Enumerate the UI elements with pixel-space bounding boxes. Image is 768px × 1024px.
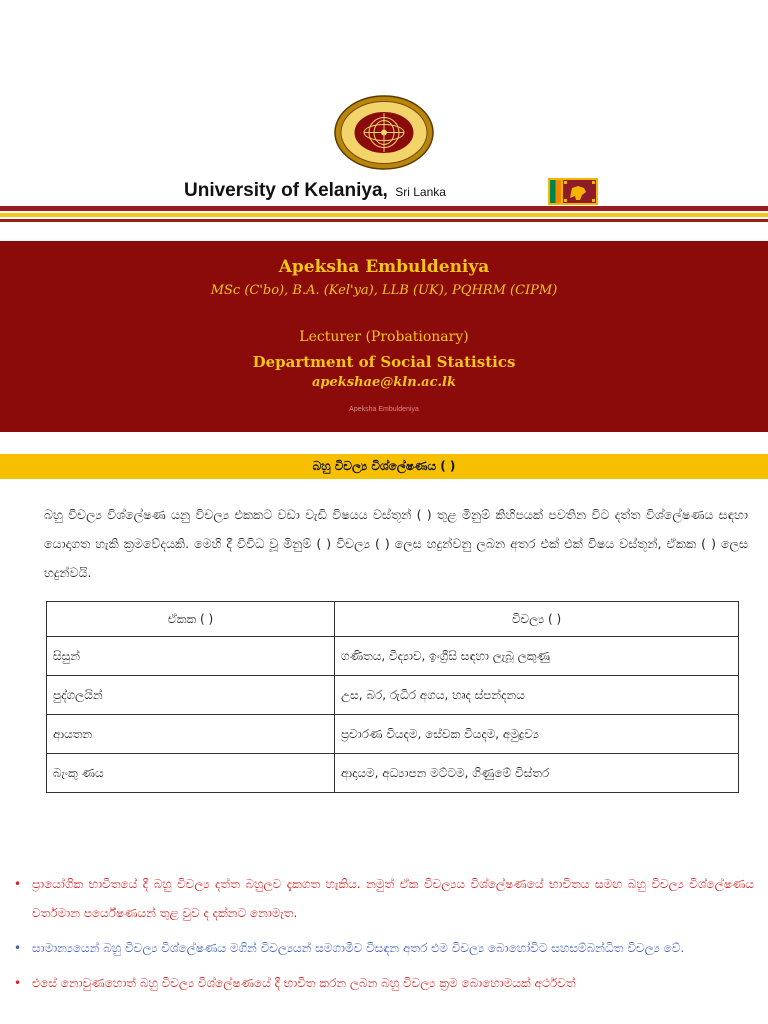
bullet-dot-icon: • [14, 877, 22, 891]
country-label: Sri Lanka [395, 185, 446, 199]
bullet-text: එසේ නොවුණහොත් බහු විචල්‍ය විශ්ලේෂණයේ දී භාවිත කරන ලබන බහු විචල්‍ය ක්‍රම බොහොමයක් අර්ථවත් [32, 976, 576, 990]
bullet-text: ප්‍රායෝගික භාවිතයේ දී බහු විචල්‍ය දත්ත බහුලව දැකගත හැකිය. නමුත් ඒක විචල්‍යය විශ්ලේෂණයේ භාවිතය සමඟ බහු විචල්‍ය විශ්ලේෂණය වර්තමාන පර්යේෂණයන් තුළ වුව ද දක්නට නොමැත. [32, 877, 754, 920]
bullet-item [14, 934, 754, 963]
table-row [47, 754, 739, 793]
author-position: Lecturer (Probationary) [299, 329, 469, 345]
banner-watermark: Apeksha Embuldeniya [349, 406, 419, 413]
table-cell-variables: ආදායම, අධ්‍යාපන මට්ටම, ගිණුමේ විස්තර [335, 754, 739, 793]
header-divider-red-thin [0, 219, 768, 222]
bullet-item [14, 969, 754, 998]
table-cell-unit: බැංකු ණය [47, 754, 335, 793]
table-cell-unit: පුද්ගලයින් [47, 676, 335, 715]
table-cell-variables: ප්‍රචාරණ වියදම, සේවක වියදම, අමුද්‍රව්‍ය [335, 715, 739, 754]
table-header-units: ඒකක ( ) [47, 602, 335, 637]
header-divider-red [0, 206, 768, 211]
table-row [47, 637, 739, 676]
bullet-list [14, 870, 754, 1004]
sri-lanka-flag-icon [548, 178, 598, 205]
table-cell-unit: සිසුන් [47, 637, 335, 676]
bullet-dot-icon: • [14, 941, 22, 955]
table-header-variables: විචල්‍ය ( ) [335, 602, 739, 637]
bullet-dot-icon: • [14, 976, 22, 990]
table-cell-unit: ආයතන [47, 715, 335, 754]
intro-paragraph: බහු විචල්‍ය විශ්ලේෂණ යනු විචල්‍ය එකකට වඩා වැඩි විෂයය වස්තූන් ( ) තුළ මිනුම් කිහිපයක් පවතින විට දත්ත විශ්ලේෂණය සඳහා යොදාගත හැකි ක්‍රමවේදයකි. මෙහි දී විවිධ වූ මිනුම් ( ) විචල්‍ය ( ) ලෙස හදුන්වනු ලබන අතර එක් එක් විෂය වස්තූන්, ඒකක ( ) ලෙස හදුන්වයි. [44, 507, 748, 580]
header-divider-gold [0, 213, 768, 217]
section-heading: බහු විචල්‍ය විශ්ලේෂණය ( ) [0, 454, 768, 479]
author-banner [0, 241, 768, 432]
table-header-row [47, 602, 739, 637]
author-qualifications: MSc (C'bo), B.A. (Kel'ya), LLB (UK), PQHRM (CIPM) [210, 283, 558, 298]
university-name: University of Kelaniya, [184, 180, 388, 201]
university-title [184, 180, 446, 202]
bullet-item [14, 870, 754, 928]
table-row [47, 715, 739, 754]
table-cell-variables: ගණිතය, විද්‍යාව, ඉංග්‍රීසි සඳහා ලැබූ ලකුණු [335, 637, 739, 676]
university-seal-logo [334, 95, 434, 170]
table-row [47, 676, 739, 715]
author-name: Apeksha Embuldeniya [278, 257, 490, 277]
table-cell-variables: උස, බර, රුධිර අගය, හෘද ස්පන්දනය [335, 676, 739, 715]
units-variables-table [46, 601, 739, 793]
author-email: apekshae@kln.ac.lk [312, 375, 456, 390]
bullet-text: සාමාන්‍යයෙන් බහු විචල්‍ය විශ්ලේෂණය මගින් විචල්‍යයන් සමගාමීව විසඳන අතර එම විචල්‍ය බොහෝවිට සහසම්බන්ධිත විචල්‍ය වේ. [32, 941, 685, 955]
author-department: Department of Social Statistics [252, 353, 516, 371]
